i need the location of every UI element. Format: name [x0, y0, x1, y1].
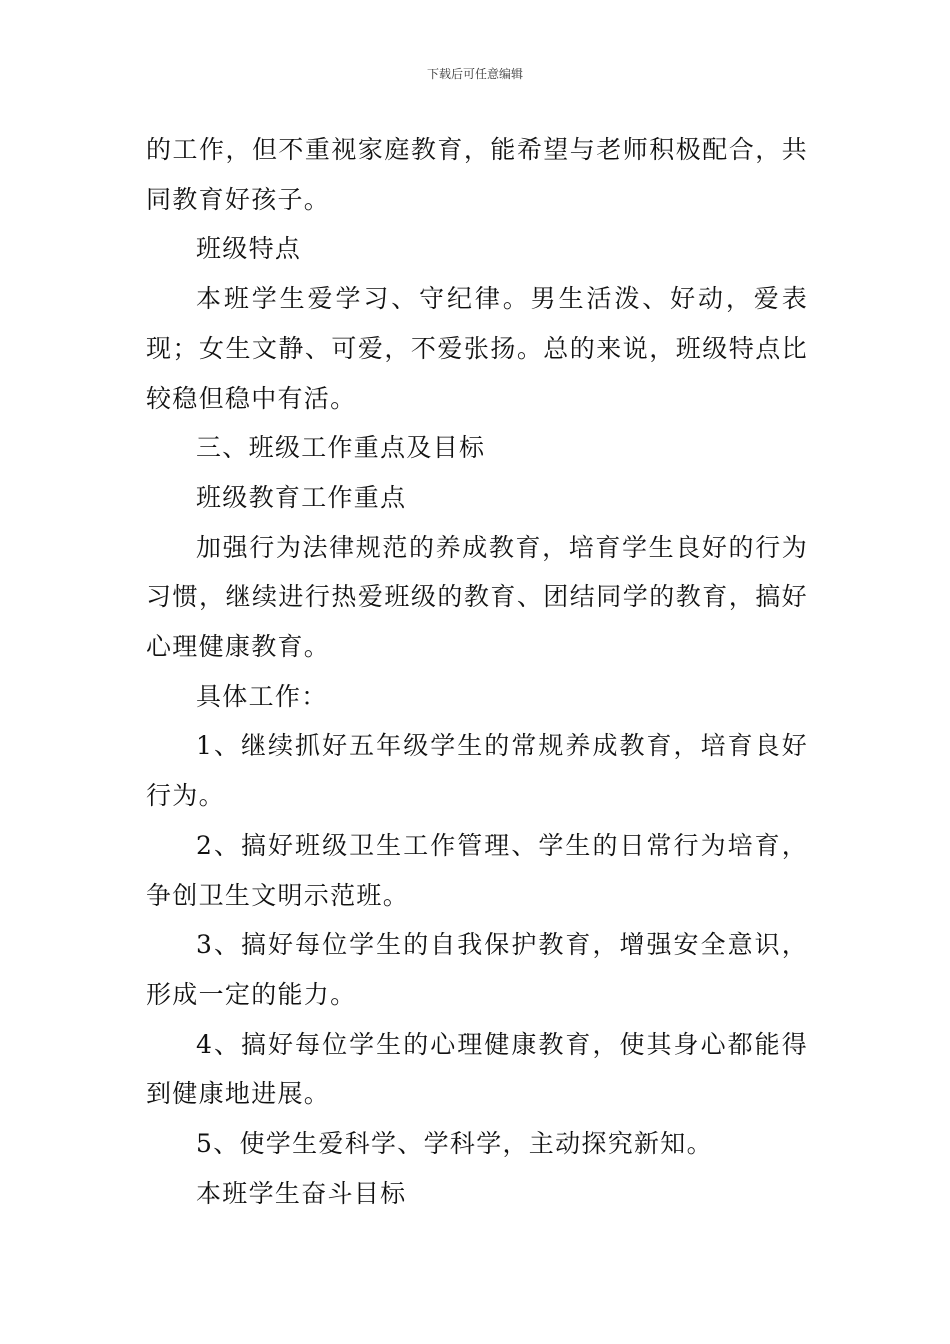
list-item-4: 4、搞好每位学生的心理健康教育，使其身心都能得到健康地进展。 — [146, 1029, 808, 1109]
list-item-5: 5、使学生爱科学、学科学，主动探究新知。 — [196, 1129, 713, 1159]
page-header: 下载后可任意编辑 — [426, 67, 523, 81]
list-item-2: 2、搞好班级卫生工作管理、学生的日常行为培育，争创卫生文明示范班。 — [146, 830, 808, 910]
heading-specific-work: 具体工作： — [196, 681, 328, 711]
section-heading-work-focus: 三、班级工作重点及目标 — [196, 433, 486, 463]
heading-education-focus: 班级教育工作重点 — [196, 482, 407, 512]
document-body — [146, 125, 808, 1218]
list-item-3: 3、搞好每位学生的自我保护教育，增强安全意识，形成一定的能力。 — [146, 930, 808, 1009]
paragraph-education-focus: 加强行为法律规范的养成教育，培育学生良好的行为习惯，继续进行热爱班级的教育、团结同学的教育，搞好心理健康教育。 — [146, 532, 808, 662]
heading-class-characteristics: 班级特点 — [196, 234, 302, 264]
list-item-1: 1、继续抓好五年级学生的常规养成教育，培育良好行为。 — [146, 731, 808, 811]
paragraph-continued-text: 的工作，但不重视家庭教育，能希望与老师积极配合，共同教育好孩子。 — [146, 135, 808, 214]
paragraph-class-characteristics: 本班学生爱学习、守纪律。男生活泼、好动，爱表现；女生文静、可爱，不爱张扬。总的来说，班级特点比较稳但稳中有活。 — [146, 284, 808, 413]
heading-student-goals: 本班学生奋斗目标 — [196, 1178, 407, 1208]
